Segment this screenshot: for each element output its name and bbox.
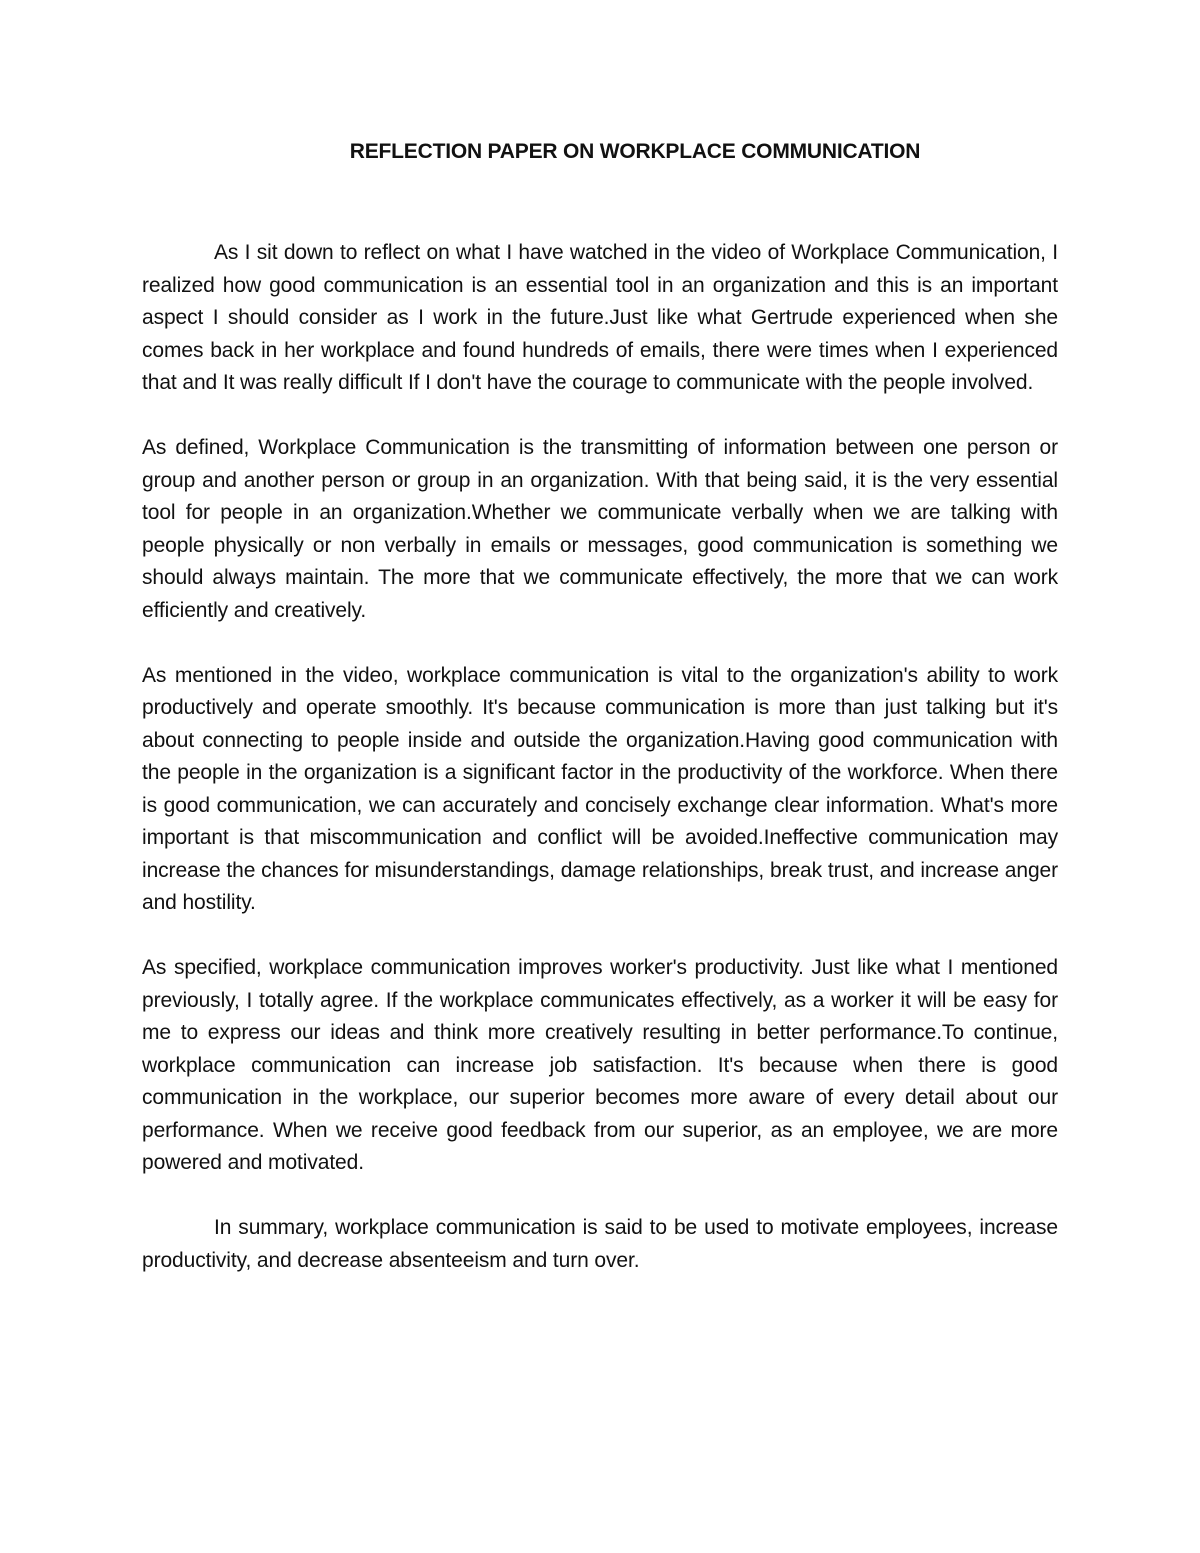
paragraph-intro: As I sit down to reflect on what I have watched in the video of Workplace Communication, I realized how good communication is an essential tool in an organization and this is an important aspect I should consider as I work in the future.Just like what Gertrude experienced when she comes back in her workplace and found hundreds of emails, there were times when I experienced that and It was really difficult If I don't have the courage to communicate with the people involved. <box>142 241 1058 394</box>
document-body <box>142 237 1058 1310</box>
paragraph-summary: In summary, workplace communication is said to be used to motivate employees, increase productivity, and decrease absenteeism and turn over. <box>142 1216 1058 1272</box>
document-title: REFLECTION PAPER ON WORKPLACE COMMUNICATION <box>349 140 921 163</box>
paragraph-productivity: As specified, workplace communication improves worker's productivity. Just like what I mentioned previously, I totally agree. If the workplace communicates effectively, as a worker it will be easy for me to express our ideas and think more creatively resulting in better performance.To continue, workplace communication can increase job satisfaction. It's because when there is good communication in the workplace, our superior becomes more aware of every detail about our performance. When we receive good feedback from our superior, as an employee, we are more powered and motivated. <box>142 956 1058 1174</box>
paragraph-importance: As mentioned in the video, workplace communication is vital to the organization's ability to work productively and operate smoothly. It's because communication is more than just talking but it's about connecting to people inside and outside the organization.Having good communication with the people in the organization is a significant factor in the productivity of the workforce. When there is good communication, we can accurately and concisely exchange clear information. What's more important is that miscommunication and conflict will be avoided.Ineffective communication may increase the chances for misunderstandings, damage relationships, break trust, and increase anger and hostility. <box>142 663 1058 914</box>
paragraph-definition: As defined, Workplace Communication is the transmitting of information between one person or group and another person or group in an organization. With that being said, it is the very essential tool for people in an organization.Whether we communicate verbally when we are talking with people physically or non verbally in emails or messages, good communication is something we should always maintain. The more that we communicate effectively, the more that we can work efficiently and creatively. <box>142 436 1058 622</box>
